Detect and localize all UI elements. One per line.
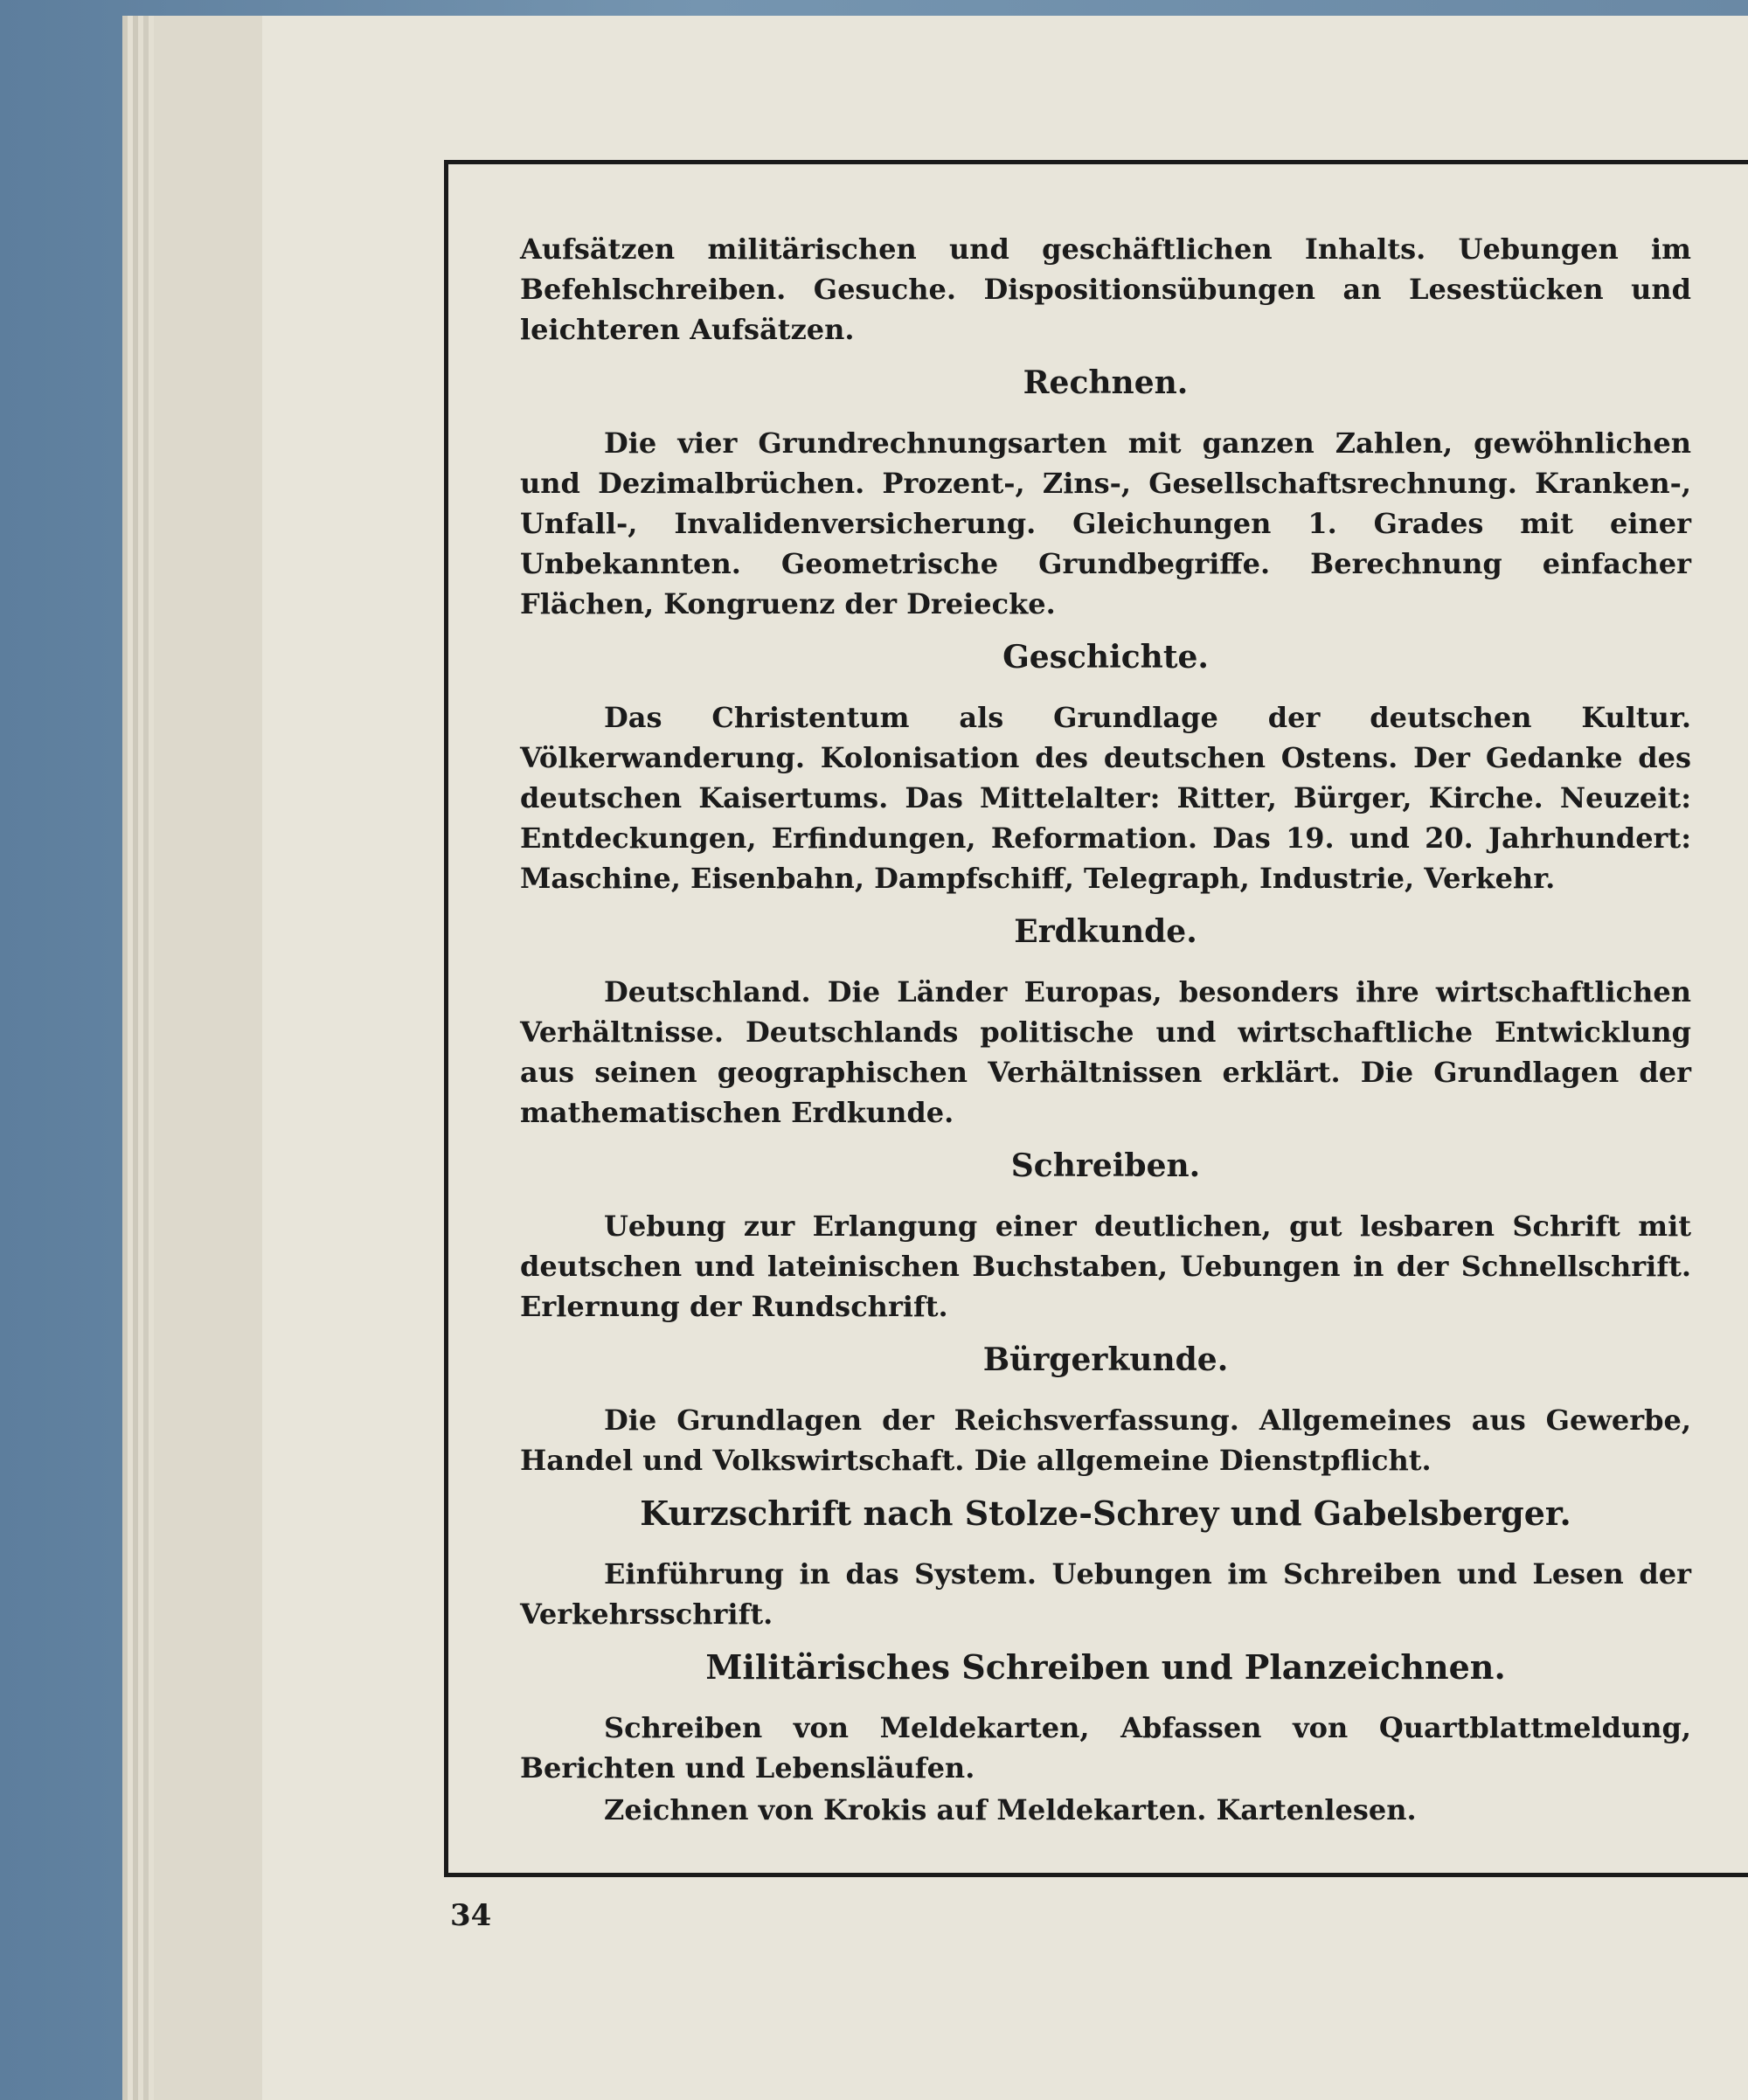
page-number: 34 bbox=[450, 1898, 492, 1933]
paragraph-buergerkunde: Die Grundlagen der Reichsverfassung. Allgemeines aus Gewerbe, Handel und Volkswirtschaft. Die allgemeine Dienstpflicht. bbox=[520, 1403, 1691, 1477]
paragraph-rechnen: Die vier Grundrechnungsarten mit ganzen Zahlen, gewöhnlichen und Dezimalbrüchen. Prozent-, Zins-, Gesellschaftsrechnung. Kranken-, Unfall-, Invalidenversicherung. Gleichungen 1. Grades mit einer Unbekannten. Geometrische Grundbegriffe. Berechnung einfacher Flächen, Kongruenz der Dreiecke. bbox=[520, 426, 1691, 620]
paragraph-erdkunde: Deutschland. Die Länder Europas, besonders ihre wirtschaftlichen Verhältnisse. Deutschlands politische und wirtschaftliche Entwicklung aus seinen geographischen Verhältnissen erklärt. Die Grundlagen der mathematischen Erdkunde. bbox=[520, 975, 1691, 1129]
page-content bbox=[520, 229, 1691, 1832]
paragraph-militaerisches-schreiben-2: Zeichnen von Krokis auf Meldekarten. Kartenlesen. bbox=[604, 1793, 1417, 1826]
heading-rechnen: Rechnen. bbox=[1023, 364, 1189, 401]
heading-militaerisches-schreiben: Militärisches Schreiben und Planzeichnen. bbox=[705, 1647, 1506, 1687]
heading-erdkunde: Erdkunde. bbox=[1014, 913, 1197, 950]
heading-buergerkunde: Bürgerkunde. bbox=[982, 1341, 1229, 1378]
paragraph-geschichte: Das Christentum als Grundlage der deutschen Kultur. Völkerwanderung. Kolonisation des deutschen Ostens. Der Gedanke des deutschen Kaisertums. Das Mittelalter: Ritter, Bürger, Kirche. Neuzeit: Entdeckungen, Erfindungen, Reformation. Das 19. und 20. Jahrhundert: Maschine, Eisenbahn, Dampfschiff, Telegraph, Industrie, Verkehr. bbox=[520, 701, 1691, 895]
intro-paragraph: Aufsätzen militärischen und geschäftlichen Inhalts. Uebungen im Befehlschreiben. Gesuche. Dispositionsübungen an Lesestücken und leichteren Aufsätzen. bbox=[520, 232, 1691, 346]
heading-geschichte: Geschichte. bbox=[1002, 639, 1209, 676]
heading-kurzschrift: Kurzschrift nach Stolze-Schrey und Gabelsberger. bbox=[640, 1494, 1571, 1533]
heading-schreiben: Schreiben. bbox=[1010, 1147, 1201, 1184]
paragraph-kurzschrift: Einführung in das System. Uebungen im Schreiben und Lesen der Verkehrsschrift. bbox=[520, 1557, 1691, 1631]
paragraph-militaerisches-schreiben-1: Schreiben von Meldekarten, Abfassen von Quartblattmeldung, Berichten und Lebensläufen. bbox=[520, 1711, 1691, 1785]
paragraph-schreiben: Uebung zur Erlangung einer deutlichen, gut lesbaren Schrift mit deutschen und lateinischen Buchstaben, Uebungen in der Schnellschrift. Erlernung der Rundschrift. bbox=[520, 1209, 1691, 1323]
